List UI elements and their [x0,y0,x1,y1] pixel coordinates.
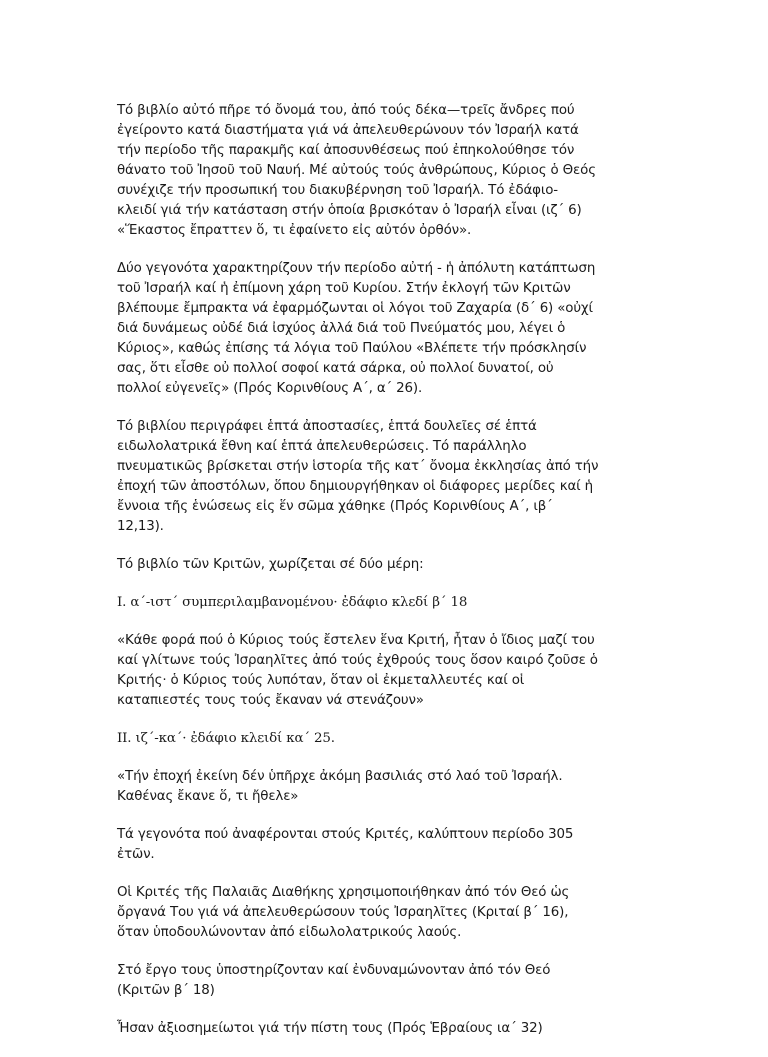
part-one-heading: Ι. α΄-ιστ΄ συμπεριλαμβανομένου· ἐδάφιο κλεδί β΄ 18 [117,595,468,610]
paragraph-judges-instruments: Οἱ Κριτές τῆς Παλαιᾶς Διαθήκης χρησιμοποιήθηκαν ἀπό τόν Θεό ὡς ὄργανά Του γιά νά ἀπελευθερώσουν τούς Ἰσραηλῖτες (Κριταί β΄ 16), ὅταν ὑποδουλώνονταν ἀπό εἰδωλολατρικούς λαούς. [117,885,570,940]
paragraph-period: Τά γεγονότα πού ἀναφέρονται στούς Κριτές, καλύπτουν περίοδο 305 ἐτῶν. [117,827,574,862]
paragraph-faith: Ἦσαν ἀξιοσημείωτοι γιά τήν πίστη τους (Πρός Ἑβραίους ια΄ 32) [117,1021,543,1036]
document-page [117,101,647,1057]
paragraph-empowered: Στό ἔργο τους ὑποστηρίζονταν καί ἐνδυναμώνονταν ἀπό τόν Θεό (Κριτῶν β΄ 18) [117,963,551,998]
paragraph-intro: Τό βιβλίο αὐτό πῆρε τό ὄνομά του, ἀπό τούς δέκα—τρεῖς ἄνδρες πού ἐγείροντο κατά διαστήματα γιά νά ἀπελευθερώνουν τόν Ἰσραήλ κατά τήν περίοδο τῆς παρακμῆς καί ἀποσυνθέσεως πού ἐπηκολούθησε τόν θάνατο τοῦ Ἰησοῦ τοῦ Ναυή. Μέ αὐτούς τούς ἀνθρώπους, Κύριος ὁ Θεός συνέχιζε τήν προσωπική του διακυβέρνηση τοῦ Ἰσραήλ. Τό ἐδάφιο- κλειδί γιά τήν κατάσταση στήν ὁποία βρισκόταν ὁ Ἰσραήλ εἶναι (ιζ΄ 6) «Ἕκαστος ἔπραττεν ὅ, τι ἐφαίνετο εἰς αὐτόν ὀρθόν». [117,103,596,238]
paragraph-two-facts: Δύο γεγονότα χαρακτηρίζουν τήν περίοδο αὐτή - ἡ ἀπόλυτη κατάπτωση τοῦ Ἰσραήλ καί ἡ ἐπίμονη χάρη τοῦ Κυρίου. Στήν ἐκλογή τῶν Κριτῶν βλέπουμε ἔμπρακτα νά ἐφαρμόζωνται οἱ λόγοι τοῦ Ζαχαρία (δ΄ 6) «οὐχί διά δυνάμεως οὐδέ διά ἰσχύος ἀλλά διά τοῦ Πνεύματός μου, λέγει ὁ Κύριος», καθώς ἐπίσης τά λόγια τοῦ Παύλου «Βλέπετε τήν πρόσκλησίν σας, ὅτι εἶσθε οὐ πολλοί σοφοί κατά σάρκα, οὐ πολλοί δυνατοί, οὐ πολλοί εὐγενεῖς» (Πρός Κορινθίους Α΄, α΄ 26). [117,261,596,396]
paragraph-apostasies: Τό βιβλίου περιγράφει ἑπτά ἀποστασίες, ἑπτά δουλεῖες σέ ἑπτά ειδωλολατρικά ἔθνη καί ἑπτά ἀπελευθερώσεις. Τό παράλληλο πνευματικῶς βρίσκεται στήν ἱστορία τῆς κατ΄ ὄνομα ἐκκλησίας ἀπό τήν ἐποχή τῶν ἀποστόλων, ὅπου δημιουργήθηκαν οἱ διάφορες μερίδες καί ἡ ἔννοια τῆς ἑνώσεως εἰς ἕν σῶμα χάθηκε (Πρός Κορινθίους Α΄, ιβ΄ 12,13). [117,419,599,534]
part-one-quote: «Κάθε φορά πού ὁ Κύριος τούς ἔστελεν ἕνα Κριτή, ἦταν ὁ ἴδιος μαζί του καί γλίτωνε τούς Ἰσραηλῖτες ἀπό τούς ἐχθρούς τους ὅσον καιρό ζοῦσε ὁ Κριτής· ὁ Κύριος τούς λυπόταν, ὅταν οἱ ἐκμεταλλευτές καί οἱ καταπιεστές τους τούς ἔκαναν νά στενάζουν» [117,633,598,708]
part-two-heading: ΙΙ. ιζ΄-κα΄· ἐδάφιο κλειδί κα΄ 25. [117,731,335,746]
part-two-quote: «Τήν ἐποχή ἐκείνη δέν ὑπῆρχε ἀκόμη βασιλιάς στό λαό τοῦ Ἰσραήλ. Καθένας ἔκανε ὅ, τι ἤθελε» [117,769,563,804]
paragraph-book-division: Τό βιβλίο τῶν Κριτῶν, χωρίζεται σέ δύο μέρη: [117,557,424,572]
